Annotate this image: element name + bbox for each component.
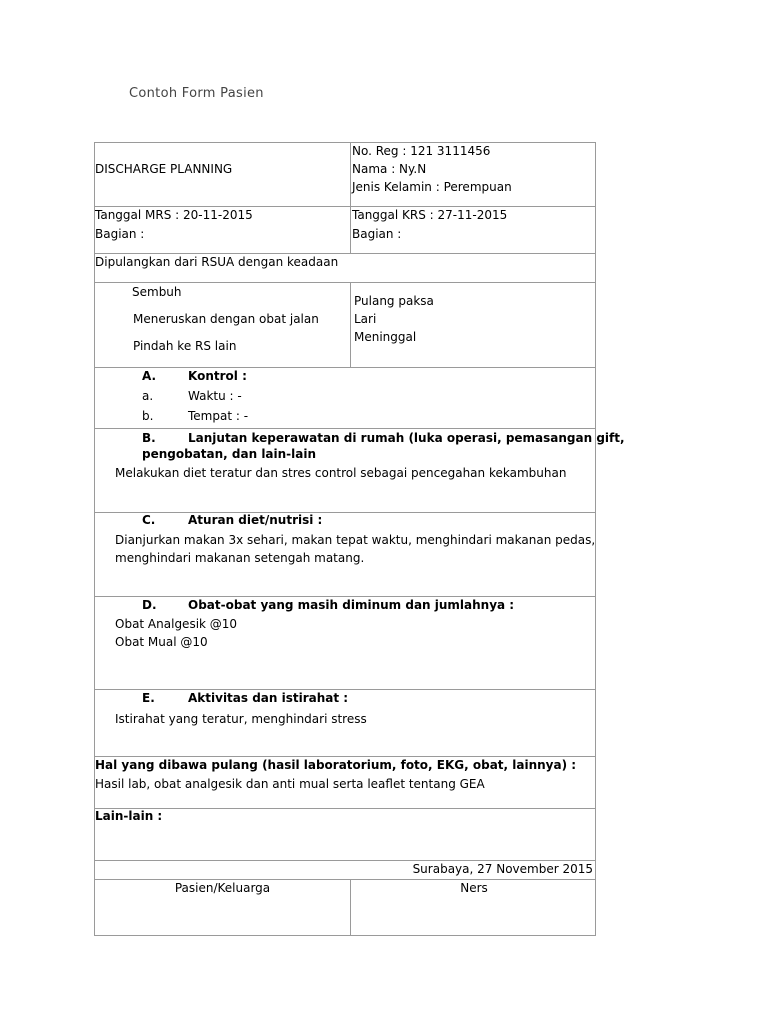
diet-line-1: Dianjurkan makan 3x sehari, makan tepat waktu, menghindari makanan pedas, [115, 533, 596, 547]
mrs-date: Tanggal MRS : 20-11-2015 [95, 208, 253, 222]
option-sembuh: Sembuh [132, 285, 182, 299]
obat-item: Obat Mual @10 [115, 635, 208, 649]
aktivitas-content: Istirahat yang teratur, menghindari stress [115, 712, 367, 726]
option-pulang-paksa: Pulang paksa [354, 294, 434, 308]
lanjutan-label-cont: pengobatan, dan lain-lain [142, 447, 317, 461]
dibawa-label: Hal yang dibawa pulang (hasil laboratorium, foto, EKG, obat, lainnya) : [95, 758, 577, 772]
lanjutan-letter: B. [142, 431, 156, 445]
krs-date: Tanggal KRS : 27-11-2015 [352, 208, 508, 222]
bagian-right: Bagian : [352, 227, 402, 241]
row-divider [95, 512, 595, 513]
kontrol-label: Kontrol : [188, 369, 247, 383]
option-pindah-rs: Pindah ke RS lain [133, 339, 237, 353]
patient-name: Nama : Ny.N [352, 162, 427, 176]
option-obat-jalan: Meneruskan dengan obat jalan [133, 312, 319, 326]
obat-label: Obat-obat yang masih diminum dan jumlahnya : [188, 598, 515, 612]
kontrol-item-letter: a. [142, 389, 154, 403]
patient-gender: Jenis Kelamin : Perempuan [352, 180, 512, 194]
lain-label: Lain-lain : [95, 809, 163, 823]
discharge-planning-form [94, 142, 625, 936]
discharge-heading: Dipulangkan dari RSUA dengan keadaan [95, 255, 339, 269]
obat-letter: D. [142, 598, 157, 612]
kontrol-letter: A. [142, 369, 157, 383]
diet-letter: C. [142, 513, 156, 527]
lanjutan-content: Melakukan diet teratur dan stres control sebagai pencegahan kekambuhan [115, 466, 567, 480]
no-reg: No. Reg : 121 3111456 [352, 144, 491, 158]
diet-line-2: menghindari makanan setengah matang. [115, 551, 365, 565]
dibawa-content: Hasil lab, obat analgesik dan anti mual serta leaflet tentang GEA [95, 777, 485, 791]
form-heading: DISCHARGE PLANNING [95, 162, 233, 176]
diet-label: Aturan diet/nutrisi : [188, 513, 323, 527]
signature-patient: Pasien/Keluarga [174, 881, 271, 895]
place-date: Surabaya, 27 November 2015 [412, 862, 593, 876]
row-divider [95, 808, 595, 809]
row-divider [95, 367, 595, 368]
signature-nurse: Ners [460, 881, 488, 895]
aktivitas-label: Aktivitas dan istirahat : [188, 691, 349, 705]
column-divider [350, 143, 351, 253]
kontrol-item-letter: b. [142, 409, 154, 423]
column-divider [350, 282, 351, 367]
kontrol-tempat: Tempat : - [188, 409, 249, 423]
aktivitas-letter: E. [142, 691, 155, 705]
document-title: Contoh Form Pasien [129, 86, 264, 101]
bagian-left: Bagian : [95, 227, 145, 241]
obat-item: Obat Analgesik @10 [115, 617, 238, 631]
option-meninggal: Meninggal [354, 330, 417, 344]
kontrol-waktu: Waktu : - [188, 389, 242, 403]
lanjutan-label: Lanjutan keperawatan di rumah (luka operasi, pemasangan gift, [188, 431, 625, 445]
option-lari: Lari [354, 312, 377, 326]
